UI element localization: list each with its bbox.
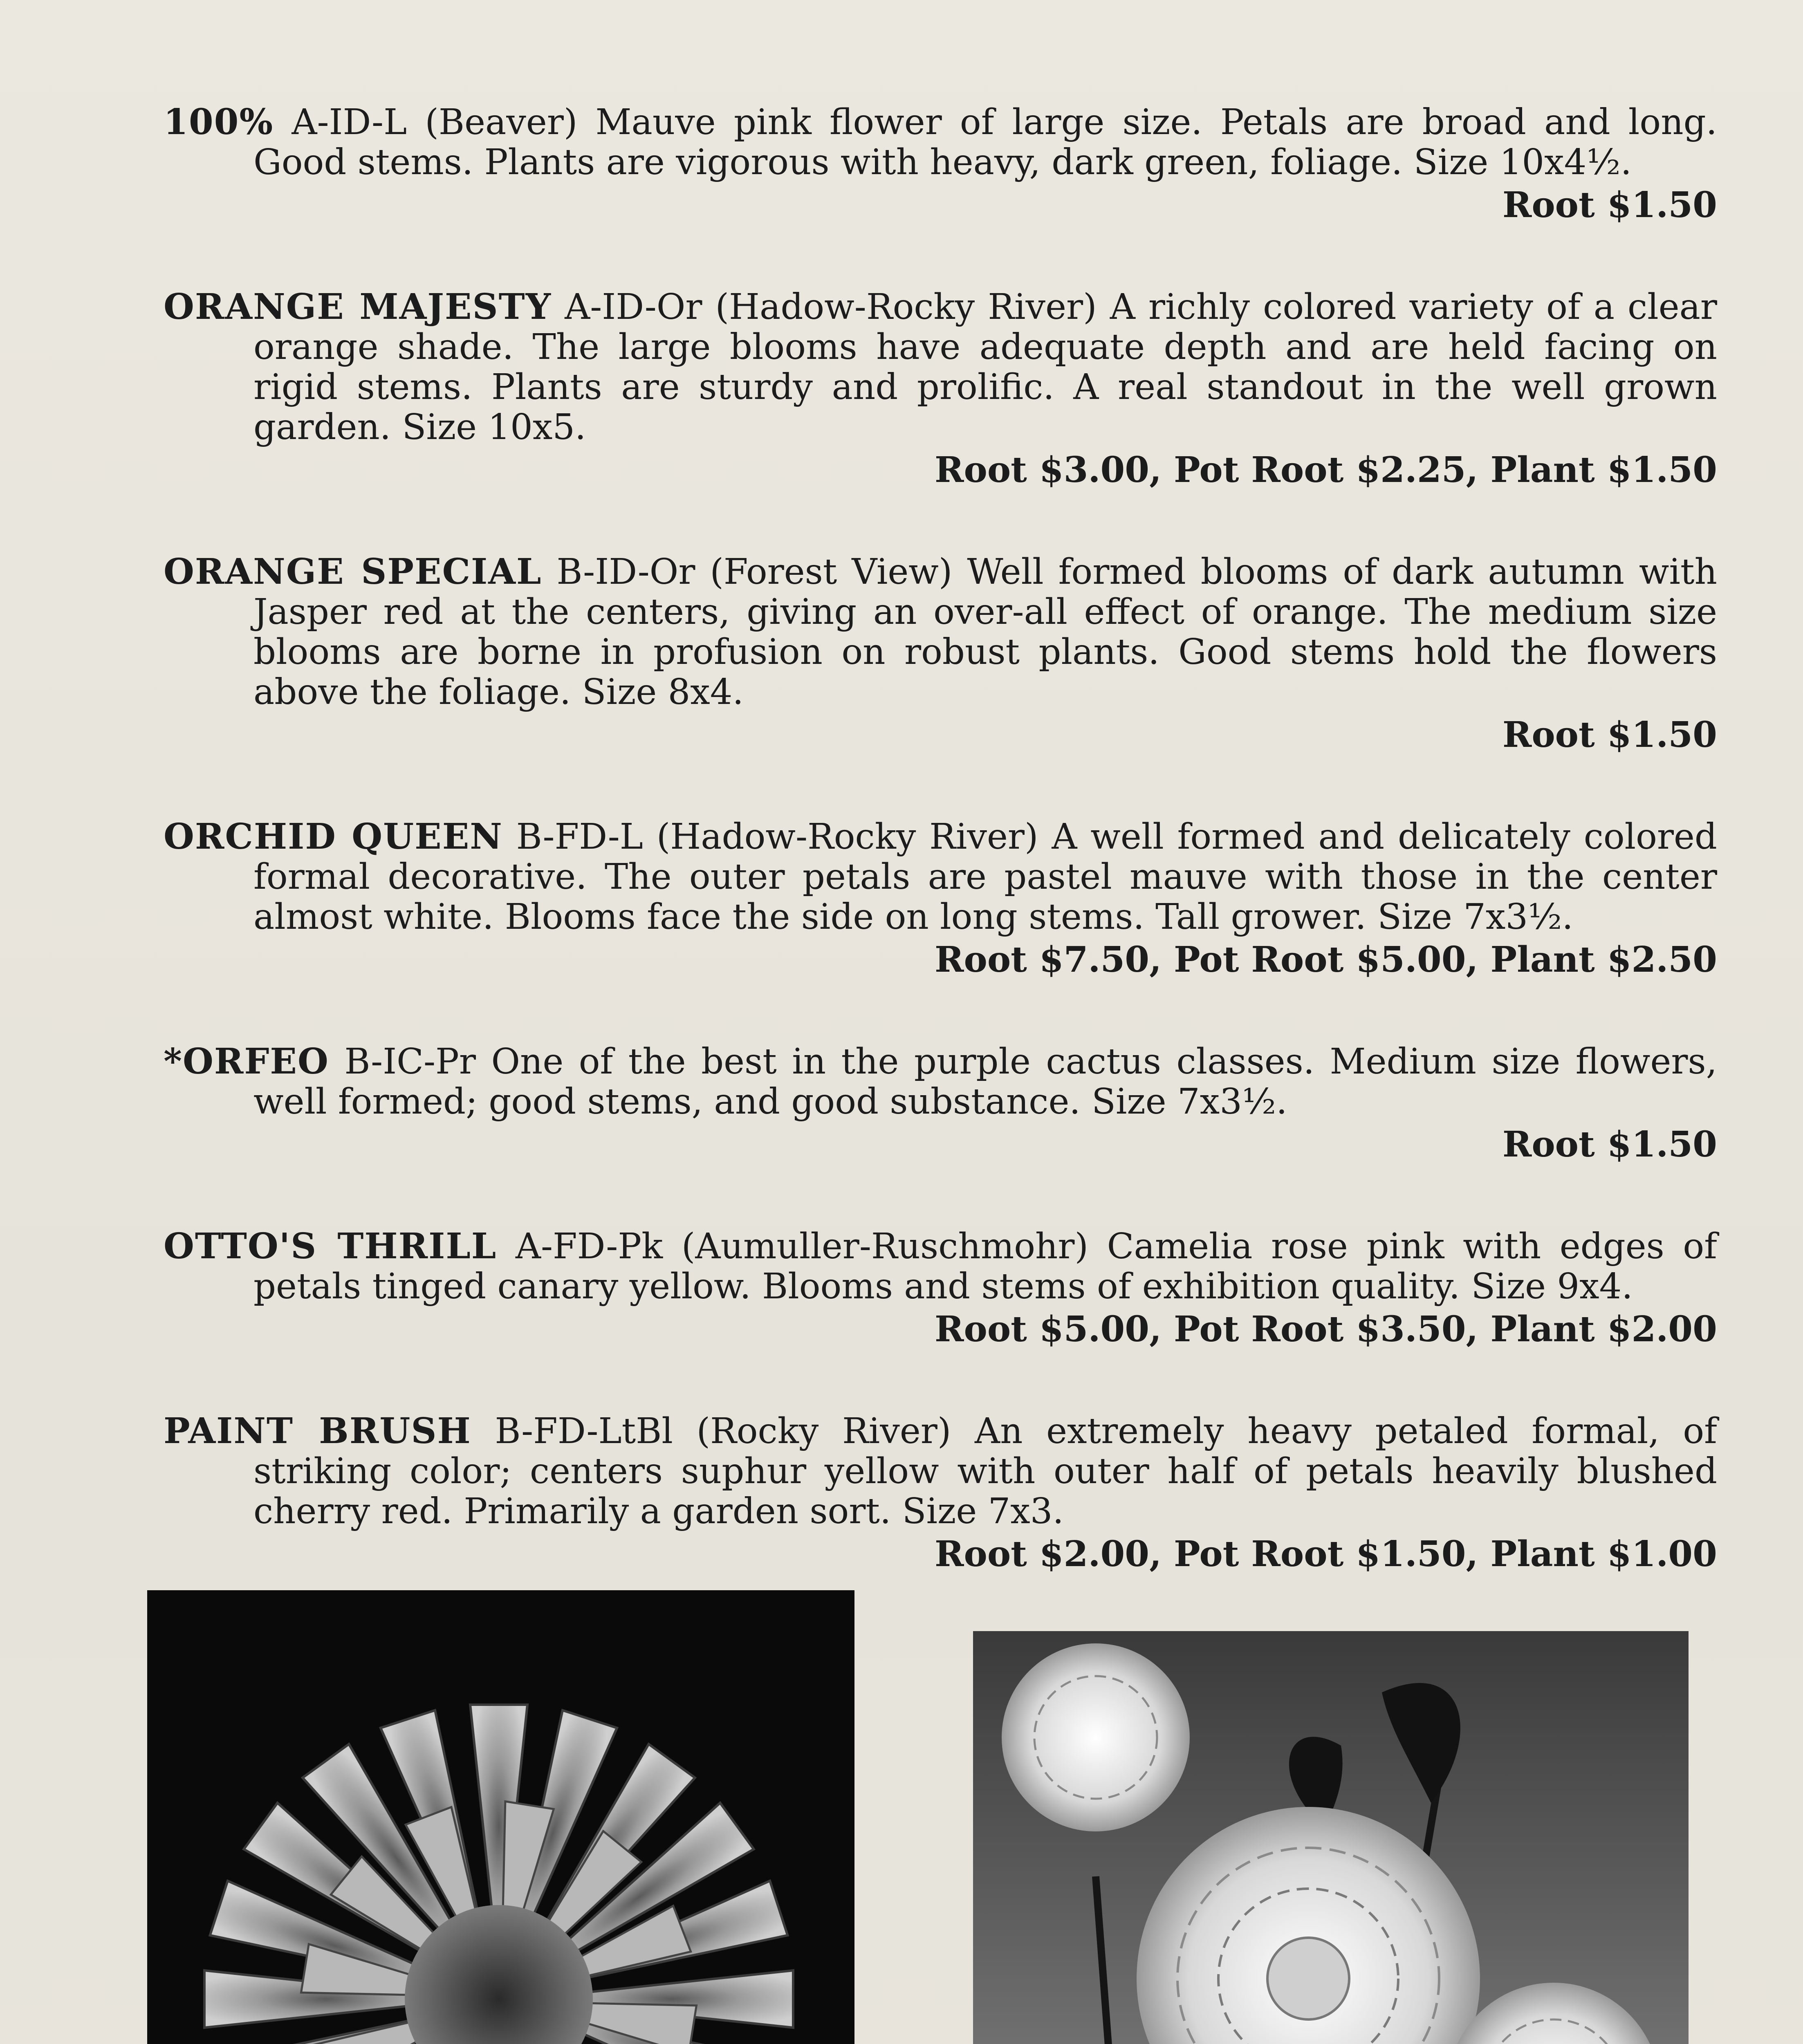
listing-entry xyxy=(164,817,1717,980)
variety-name: *ORFEO xyxy=(164,1041,329,1082)
price-line: Root $1.50 xyxy=(1502,714,1717,755)
variety-name: ORANGE SPECIAL xyxy=(164,551,542,592)
variety-name: PAINT BRUSH xyxy=(164,1410,471,1452)
dahlia-bloom-image xyxy=(147,1590,854,2044)
variety-details: B-FD-LtBl (Rocky River) An extremely heavy petaled formal, of striking color; centers suphur yellow with outer half of petals heavily blushed cherry red. Primarily a garden sort. Size 7x3. xyxy=(253,1411,1717,1532)
listing-entry xyxy=(164,1042,1717,1165)
price-line: Root $1.50 xyxy=(1502,184,1717,226)
entry-description xyxy=(164,1042,1717,1122)
dahlia-cluster-image xyxy=(973,1631,1689,2044)
entry-description xyxy=(164,287,1717,447)
variety-details: A-ID-L (Beaver) Mauve pink flower of large size. Petals are broad and long. Good stems. Plants are vigorous with heavy, dark green, foliage. Size 10x4½. xyxy=(253,102,1717,183)
variety-name: ORANGE MAJESTY xyxy=(164,286,552,327)
variety-details: A-ID-Or (Hadow-Rocky River) A richly colored variety of a clear orange shade. The large blooms have adequate depth and are held facing on rigid stems. Plants are sturdy and prolific. A real standout in the well grown garden. Size 10x5. xyxy=(253,287,1717,448)
price-line: Root $7.50, Pot Root $5.00, Plant $2.50 xyxy=(934,939,1717,980)
price-line: Root $2.00, Pot Root $1.50, Plant $1.00 xyxy=(934,1533,1717,1575)
variety-details: B-FD-L (Hadow-Rocky River) A well formed and delicately colored formal decorative. The outer petals are pastel mauve with those in the center almost white. Blooms face the side on long stems. Tall grower. Size 7x3½. xyxy=(253,816,1717,937)
dahlia-listings xyxy=(164,102,1717,1636)
entry-description xyxy=(164,102,1717,182)
listing-entry xyxy=(164,102,1717,226)
listing-entry xyxy=(164,1226,1717,1350)
orchid-queen-photo xyxy=(973,1631,1689,2044)
entry-description xyxy=(164,552,1717,712)
listing-entry xyxy=(164,287,1717,491)
variety-details: A-FD-Pk (Aumuller-Ruschmohr) Camelia rose pink with edges of petals tinged canary yellow. Blooms and stems of exhibition quality. Size 9x4. xyxy=(253,1226,1717,1307)
variety-name: 100% xyxy=(164,101,274,143)
price-line: Root $1.50 xyxy=(1502,1124,1717,1165)
entry-description xyxy=(164,1411,1717,1531)
entry-description xyxy=(164,817,1717,937)
variety-name: OTTO'S THRILL xyxy=(164,1226,497,1267)
price-line: Root $5.00, Pot Root $3.50, Plant $2.00 xyxy=(934,1309,1717,1350)
listing-entry xyxy=(164,552,1717,755)
listing-entry xyxy=(164,1411,1717,1575)
variety-details: B-IC-Pr One of the best in the purple cactus classes. Medium size flowers, well formed; good stems, and good substance. Size 7x3½. xyxy=(253,1041,1717,1122)
entry-description xyxy=(164,1226,1717,1307)
variety-name: ORCHID QUEEN xyxy=(164,816,503,857)
orange-majesty-photo xyxy=(147,1590,854,2044)
price-line: Root $3.00, Pot Root $2.25, Plant $1.50 xyxy=(934,449,1717,491)
variety-details: B-ID-Or (Forest View) Well formed blooms of dark autumn with Jasper red at the centers, giving an over-all effect of orange. The medium size blooms are borne in profusion on robust plants. Good stems hold the flowers above the foliage. Size 8x4. xyxy=(253,551,1717,713)
